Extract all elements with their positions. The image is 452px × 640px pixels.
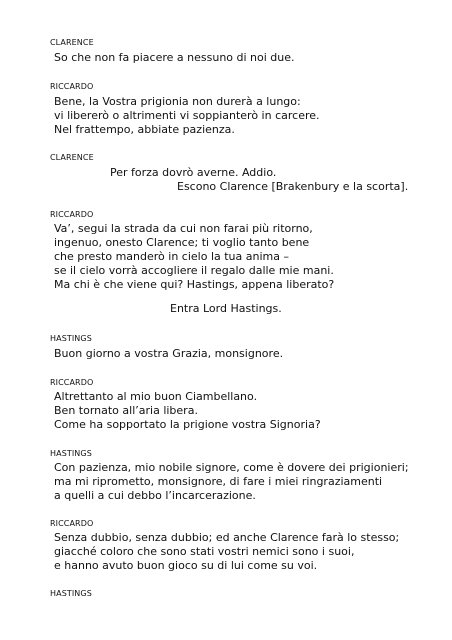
speaker-name: RICCARDO	[50, 210, 94, 219]
dialogue-line: ingenuo, onesto Clarence; ti voglio tanto bene	[54, 236, 310, 249]
dialogue-line: Altrettanto al mio buon Ciambellano.	[54, 390, 258, 403]
dialogue-line: So che non fa piacere a nessuno di noi due.	[54, 51, 295, 64]
dialogue-line: Ma chi è che viene qui? Hastings, appena liberato?	[54, 278, 335, 291]
dialogue-line: Per forza dovrò averne. Addio.	[110, 166, 277, 179]
dialogue-line: Va’, segui la strada da cui non farai più ritorno,	[54, 222, 313, 235]
dialogue-line: Come ha sopportato la prigione vostra Signoria?	[54, 418, 321, 431]
dialogue-line: Nel frattempo, abbiate pazienza.	[54, 123, 235, 136]
dialogue-line: giacché coloro che sono stati vostri nemici sono i suoi,	[54, 545, 355, 558]
dialogue-line: Bene, la Vostra prigionia non durerà a lungo:	[54, 95, 301, 108]
dialogue-line: Senza dubbio, senza dubbio; ed anche Clarence farà lo stesso;	[54, 531, 400, 544]
speaker-name: RICCARDO	[50, 82, 94, 91]
dialogue-line: che presto manderò in cielo la tua anima –	[54, 250, 289, 263]
dialogue-line: e hanno avuto buon gioco su di lui come su voi.	[54, 559, 318, 572]
dialogue-line: Buon giorno a vostra Grazia, monsignore.	[54, 347, 284, 360]
speaker-name: CLARENCE	[50, 153, 94, 162]
dialogue-line: Con pazienza, mio nobile signore, come è dovere dei prigionieri;	[54, 461, 409, 474]
stage-direction: Escono Clarence [Brakenbury e la scorta].	[177, 180, 409, 193]
speaker-name: RICCARDO	[50, 378, 94, 387]
speaker-name: RICCARDO	[50, 519, 94, 528]
dialogue-line: Ben tornato all’aria libera.	[54, 404, 198, 417]
speaker-name: HASTINGS	[50, 449, 92, 458]
speaker-name: HASTINGS	[50, 589, 92, 598]
dialogue-line: a quelli a cui debbo l’incarcerazione.	[54, 489, 256, 502]
stage-direction: Entra Lord Hastings.	[170, 302, 282, 315]
dialogue-line: ma mi riprometto, monsignore, di fare i miei ringraziamenti	[54, 475, 383, 488]
speaker-name: CLARENCE	[50, 38, 94, 47]
dialogue-line: vi libererò o altrimenti vi soppianterò in carcere.	[54, 109, 320, 122]
dialogue-line: se il cielo vorrà accogliere il regalo dalle mie mani.	[54, 264, 334, 277]
speaker-name: HASTINGS	[50, 334, 92, 343]
